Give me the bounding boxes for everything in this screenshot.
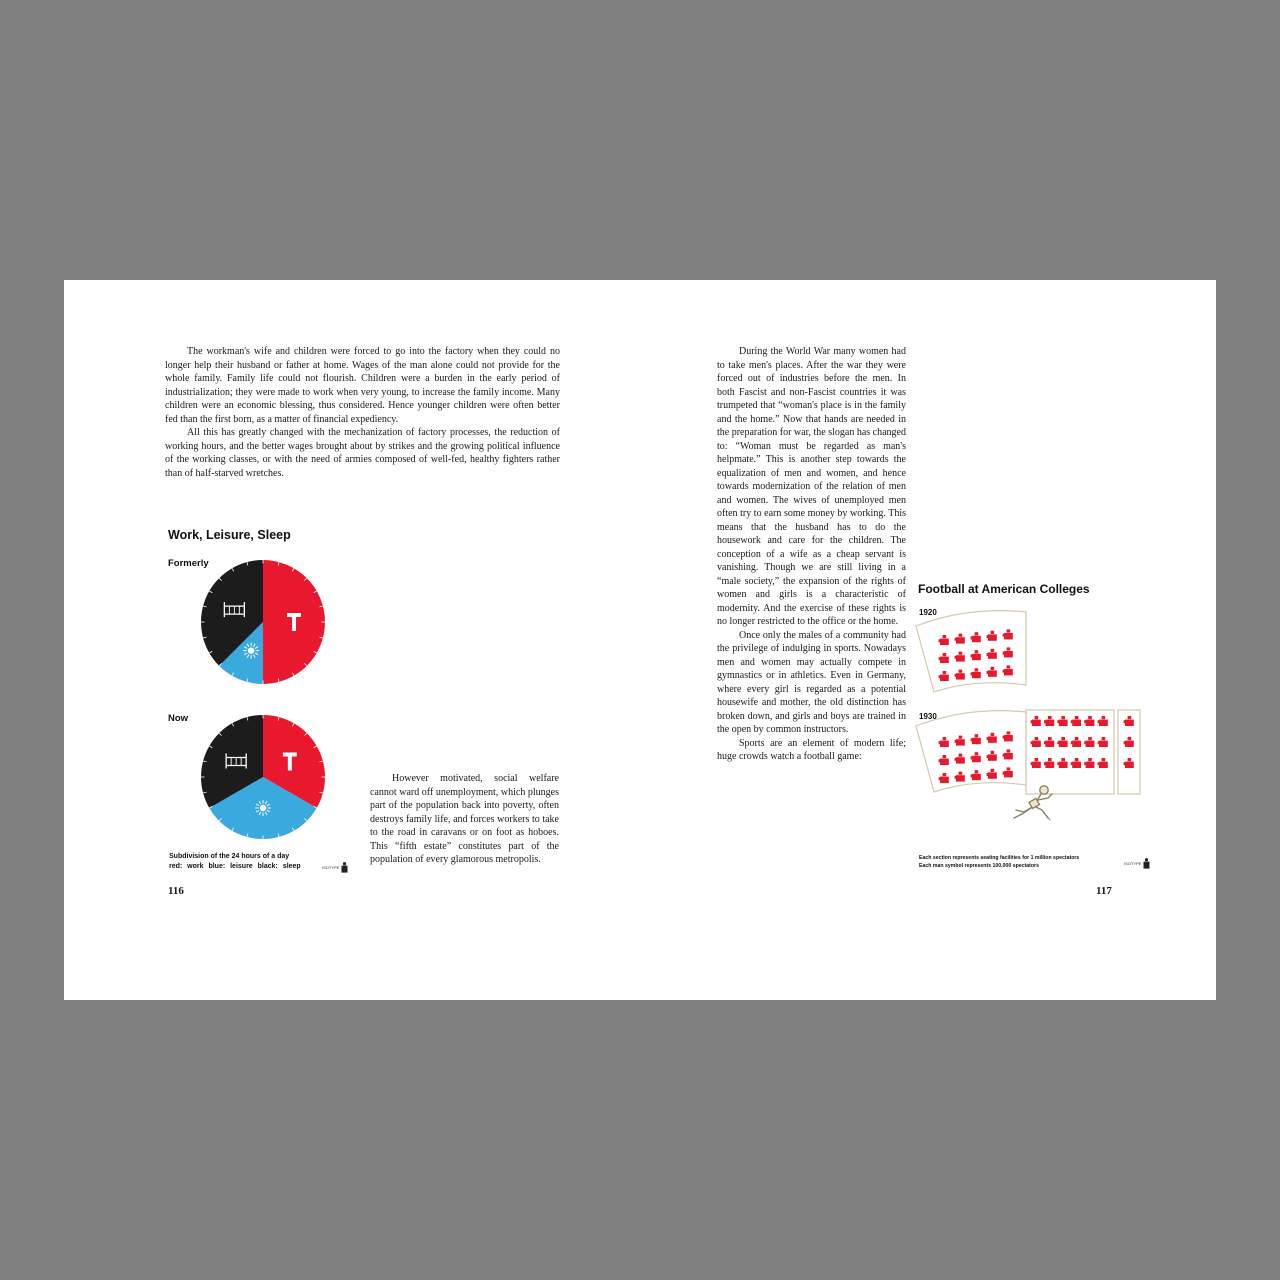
man-symbol <box>1098 716 1108 726</box>
man-symbol <box>1057 716 1067 726</box>
year-label-1920: 1920 <box>919 608 937 617</box>
man-symbol <box>971 650 981 660</box>
man-symbol <box>1098 758 1108 768</box>
man-symbol <box>1071 737 1081 747</box>
stadium-sections <box>916 611 1140 794</box>
paragraph: Sports are an element of modern life; huge crowds watch a football game: <box>717 737 906 762</box>
pie-label-formerly: Formerly <box>168 558 209 569</box>
footnote-symbol-unit: Each man symbol represents 100,000 spectators <box>919 863 1039 869</box>
pie-chart-formerly <box>200 559 326 685</box>
man-symbol <box>1031 737 1041 747</box>
pie-caption <box>169 852 329 872</box>
man-symbol <box>955 634 965 644</box>
man-symbol <box>971 752 981 762</box>
year-label-1930: 1930 <box>919 712 937 721</box>
isotype-man-icon <box>1143 858 1150 869</box>
man-symbol <box>1124 758 1134 768</box>
isotype-logo-left <box>322 862 348 873</box>
man-symbol <box>1003 647 1013 657</box>
man-symbol <box>1084 716 1094 726</box>
page-number-right: 117 <box>1096 885 1112 897</box>
man-symbol <box>955 670 965 680</box>
paragraph: All this has greatly changed with the mechanization of factory processes, the reduction of working hours, and the better wages brought about by strikes and the growing political influence of the working classes, or with the need of armies composed of well-fed, healthy fighters rather than of half-starved wretches. <box>165 427 560 479</box>
man-symbol <box>1003 749 1013 759</box>
page-number-left: 116 <box>168 885 184 897</box>
pie-label-now: Now <box>168 713 189 724</box>
man-symbol <box>987 667 997 677</box>
man-symbol <box>939 653 949 663</box>
man-symbol <box>1084 737 1094 747</box>
paragraph: The workman's wife and children were forced to go into the factory when they could no longer help their husband or father at home. Wages of the man alone could not provide for the whole family. Family life could not flourish. Children were a burden in the early period of industrialization; they were made to work when very young, to increase the family income. Many children were an economic blessing, thus considered. Hence younger children were often better fed than the first born, as a matter of financial expediency. <box>165 346 560 425</box>
isotype-mark: ISOTYPE <box>1124 861 1142 866</box>
man-symbol <box>939 755 949 765</box>
caption-subtitle: Subdivision of the 24 hours of a day <box>169 853 290 860</box>
man-symbol <box>971 734 981 744</box>
chart-title-football: Football at American Colleges <box>918 582 1090 596</box>
book-spread <box>64 280 1216 1000</box>
man-symbol <box>1044 737 1054 747</box>
man-symbol <box>1124 737 1134 747</box>
man-symbol <box>1084 758 1094 768</box>
man-symbol <box>1003 731 1013 741</box>
man-symbol <box>1003 767 1013 777</box>
man-symbol <box>1124 716 1134 726</box>
right-main-text <box>717 345 906 764</box>
football-pictogram <box>914 600 1146 850</box>
man-symbol <box>939 635 949 645</box>
man-symbol <box>1044 716 1054 726</box>
left-intro-text <box>165 345 560 480</box>
man-symbol <box>987 649 997 659</box>
chart-title-work-leisure-sleep: Work, Leisure, Sleep <box>168 528 291 542</box>
man-symbol <box>939 737 949 747</box>
paragraph: During the World War many women had to take men's places. After the war they were forced out of industries before the men. In both Fascist and non-Fascist countries it was trumpeted that “woman's place is in the family and the home.” Now that hands are needed in the preparation for war, the slogan has changed to: “Woman must be regarded as man's helpmate.” This is another step towards the equalization of men and women, and hence towards modernization of the relation of men and women. The wives of unemployed men often try to earn some money by working. This means that the husband has to do the housework and care for the children. The conception of a wife as a cheap servant is vanishing. Though we are still living in a “male society,” the expansion of the rights of women and girls is a characteristic of modernity. And the exercise of these rights is no longer restricted to the office or the home. <box>717 346 906 627</box>
man-symbol <box>1031 716 1041 726</box>
man-symbol <box>1057 758 1067 768</box>
man-symbol <box>955 772 965 782</box>
isotype-man-icon <box>341 862 348 873</box>
man-symbol <box>1071 716 1081 726</box>
man-symbol <box>971 668 981 678</box>
isotype-logo-right <box>1124 858 1150 869</box>
footnote-section-unit: Each section represents seating facilities for 1 million spectators <box>919 855 1080 861</box>
pie-chart-now <box>200 714 326 840</box>
man-symbol <box>1044 758 1054 768</box>
paragraph: Once only the males of a community had the privilege of indulging in sports. Nowadays men and women may actually compete in gymnastics or in athletics. Even in Germany, where every girl is regarded as a potential housewife and mother, the old distinction has broken down, and girls and boys are trained in the open by common instructors. <box>717 629 906 735</box>
football-player-icon <box>1014 786 1052 820</box>
paragraph: However motivated, social welfare cannot ward off unemployment, which plunges part of the population back into poverty, often destroys family life, and forces workers to take to the road in caravans or on foot as hoboes. This “fifth estate” constitutes part of the population of every glamorous metropolis. <box>370 773 559 865</box>
man-symbol <box>987 733 997 743</box>
man-symbol <box>955 652 965 662</box>
football-footnote <box>919 854 1079 870</box>
caption-legend: red: work blue: leisure black: sleep <box>169 863 301 870</box>
man-symbol <box>955 754 965 764</box>
man-symbol <box>987 769 997 779</box>
man-symbol <box>971 632 981 642</box>
man-symbol <box>987 751 997 761</box>
isotype-mark: ISOTYPE <box>322 865 340 870</box>
man-symbol <box>971 770 981 780</box>
man-symbol <box>939 773 949 783</box>
man-symbol <box>955 736 965 746</box>
man-symbol <box>1003 665 1013 675</box>
man-symbol <box>1071 758 1081 768</box>
welfare-text <box>370 772 559 867</box>
man-symbol <box>1031 758 1041 768</box>
man-symbol <box>1098 737 1108 747</box>
man-symbol <box>1057 737 1067 747</box>
man-symbol <box>1003 629 1013 639</box>
man-symbol <box>987 631 997 641</box>
man-symbol <box>939 671 949 681</box>
